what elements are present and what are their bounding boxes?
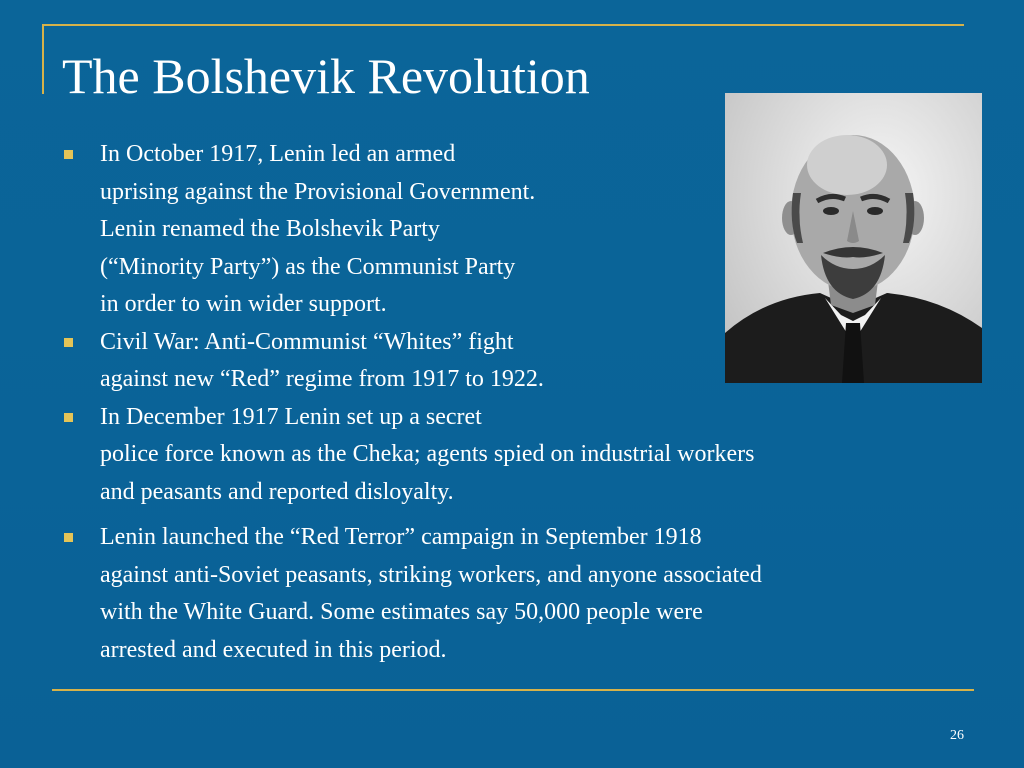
square-bullet-icon	[64, 413, 73, 422]
frame-bottom-line	[52, 689, 974, 691]
bullet-item	[64, 519, 974, 669]
spacer	[64, 511, 974, 519]
page-number: 26	[950, 728, 964, 743]
bullet-line: police force known as the Cheka; agents spied on industrial workers	[100, 441, 755, 467]
square-bullet-icon	[64, 150, 73, 159]
bullet-list	[64, 136, 974, 669]
bullet-line: (“Minority Party”) as the Communist Party	[100, 253, 516, 280]
bullet-line: arrested and executed in this period.	[100, 636, 447, 663]
bullet-line: Lenin launched the “Red Terror” campaign in September 1918	[100, 524, 702, 550]
bullet-line: with the White Guard. Some estimates say 50,000 people were	[100, 599, 703, 625]
bullet-item	[64, 399, 974, 512]
square-bullet-icon	[64, 338, 73, 347]
bullet-line: in order to win wider support.	[100, 291, 387, 317]
square-bullet-icon	[64, 533, 73, 542]
bullet-line: uprising against the Provisional Government.	[100, 178, 536, 205]
bullet-line: In October 1917, Lenin led an armed	[100, 141, 456, 167]
bullet-line: In December 1917 Lenin set up a secret	[100, 403, 482, 430]
bullet-line: Civil War: Anti-Communist “Whites” fight	[100, 328, 514, 355]
bullet-line: against anti-Soviet peasants, striking workers, and anyone associated	[100, 561, 762, 588]
bullet-line: against new “Red” regime from 1917 to 1922.	[100, 366, 544, 392]
slide-title: The Bolshevik Revolution	[62, 48, 590, 104]
frame-left-line	[42, 24, 44, 94]
bullet-item	[64, 324, 974, 399]
bullet-line: and peasants and reported disloyalty.	[100, 478, 454, 505]
bullet-line: Lenin renamed the Bolshevik Party	[100, 216, 440, 242]
frame-top-line	[42, 24, 964, 26]
bullet-item	[64, 136, 974, 324]
